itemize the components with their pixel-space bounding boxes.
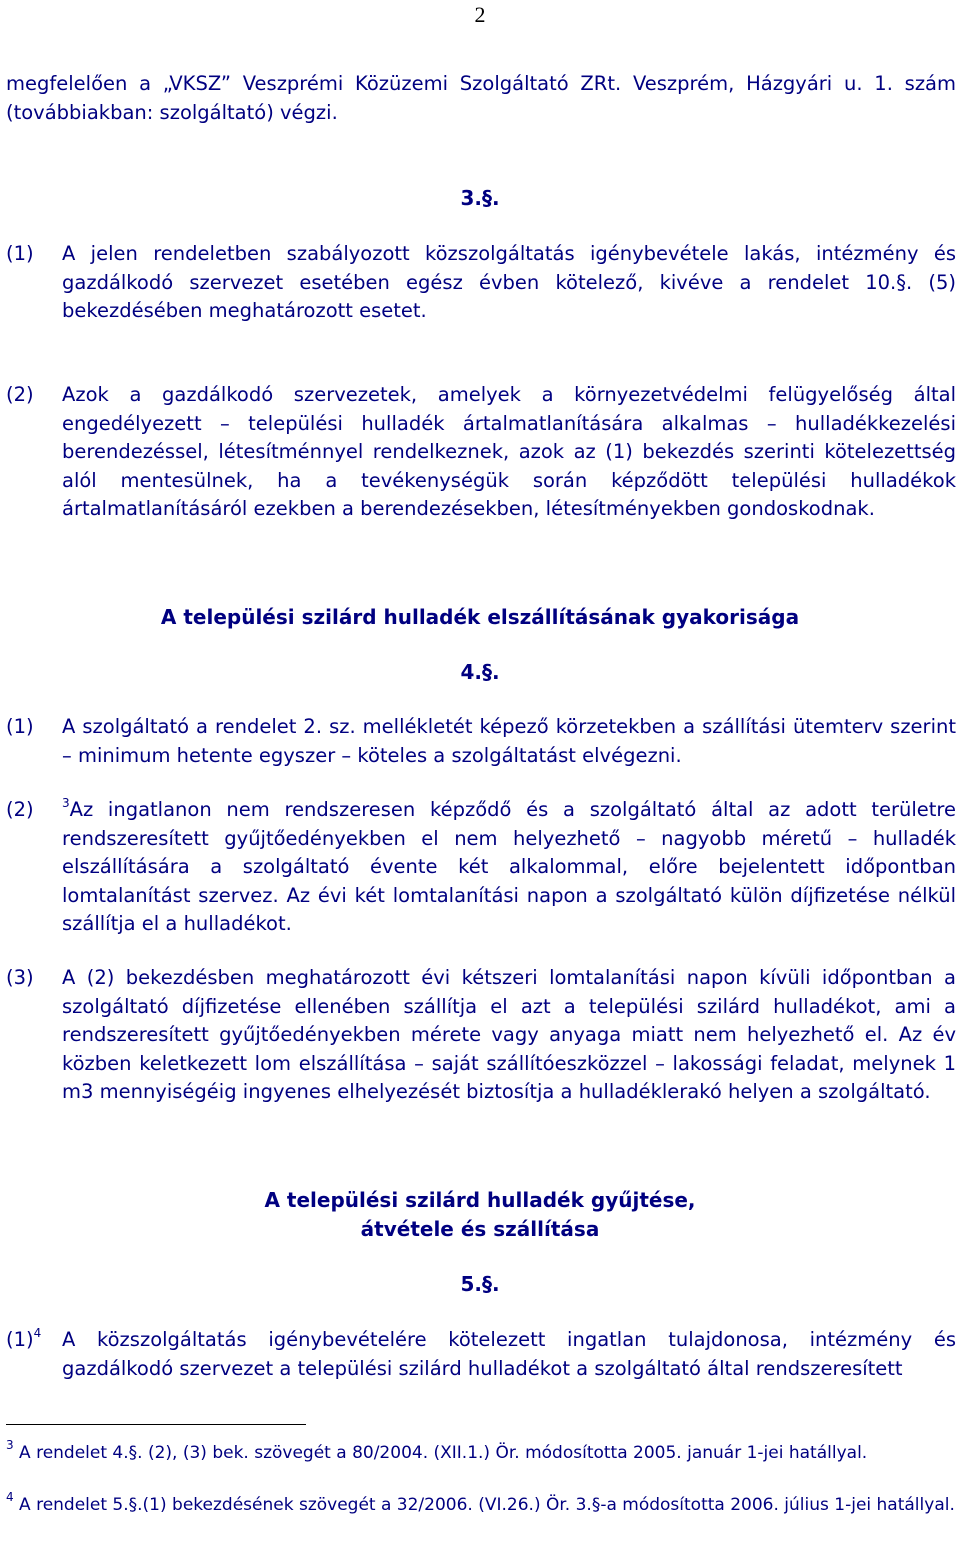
- section-5-title: 5.§.: [460, 1272, 500, 1296]
- footnote-3: [6, 1440, 956, 1466]
- heading-collection-line-1: A települési szilárd hulladék gyűjtése,: [264, 1188, 696, 1212]
- footnote-separator: [6, 1424, 306, 1425]
- paragraph-text: A közszolgáltatás igénybevételére kötelezett ingatlan tulajdonosa, intézmény és gazdálkodó szervezet a települési szilárd hulladékot a szolgáltató által rendszeresített: [62, 1328, 956, 1380]
- footnote-number: 3: [6, 1438, 14, 1452]
- footnote-ref: 4: [33, 1326, 42, 1340]
- heading-collection-line-2: átvétele és szállítása: [360, 1217, 600, 1241]
- section-5-paragraph-1: [6, 1326, 956, 1383]
- intro-paragraph: megfelelően a „VKSZ” Veszprémi Közüzemi Szolgáltató ZRt. Veszprém, Házgyári u. 1. szám (továbbiakban: szolgáltató) végzi.: [6, 72, 956, 124]
- section-3-title: 3.§.: [460, 186, 500, 210]
- footnote-text: A rendelet 5.§.(1) bekezdésének szövegét a 32/2006. (VI.26.) Ör. 3.§-a módosította 2006. július 1-jei hatállyal.: [19, 1495, 955, 1515]
- section-4-title: 4.§.: [460, 660, 500, 684]
- paragraph-text: Azok a gazdálkodó szervezetek, amelyek a környezetvédelmi felügyelőség által engedélyezett – települési hulladék ártalmatlanítására alkalmas – hulladékkezelési berendezéssel, létesítménnyel rendelkeznek, azok az (1) bekezdés szerinti kötelezettség alól mentesülnek, ha a tevékenységük során képződött települési hulladékok ártalmatlanításáról ezekben a berendezésekben, létesítményekben gondoskodnak.: [62, 383, 956, 520]
- paragraph-number: (1): [6, 715, 34, 738]
- heading-collection-frequency: A települési szilárd hulladék elszállításának gyakorisága: [160, 605, 800, 629]
- paragraph-number: (3): [6, 966, 34, 989]
- paragraph-number: [6, 1326, 41, 1355]
- footnote-ref: 3: [62, 796, 70, 810]
- section-4-paragraph-1: [6, 713, 956, 770]
- paragraph-text: A jelen rendeletben szabályozott közszolgáltatás igénybevétele lakás, intézmény és gazdálkodó szervezet esetében egész évben kötelező, kivéve a rendelet 10.§. (5) bekezdésében meghatározott esetet.: [62, 242, 956, 322]
- section-4-paragraph-3: [6, 964, 956, 1107]
- paragraph-number: (2): [6, 798, 34, 821]
- footnote-number: 4: [6, 1490, 14, 1504]
- footnote-4: [6, 1492, 956, 1518]
- footnote-text: A rendelet 4.§. (2), (3) bek. szövegét a 80/2004. (XII.1.) Ör. módosította 2005. január 1-jei hatállyal.: [19, 1443, 868, 1463]
- paragraph-text: A (2) bekezdésben meghatározott évi kétszeri lomtalanítási napon kívüli időpontban a szolgáltató díjfizetése ellenében szállítja el azt a települési szilárd hulladékot, ami a rendszeresített gyűjtőedényekben mérete vagy anyaga miatt nem helyezhető el. Az év közben keletkezett lom elszállítása – saját szállítóeszközzel – lakossági feladat, melynek 1 m3 mennyiségéig ingyenes elhelyezését biztosítja a hulladéklerakó helyen a szolgáltató.: [62, 966, 956, 1103]
- paragraph-number-text: (1): [6, 1328, 34, 1351]
- paragraph-number: (2): [6, 383, 34, 406]
- paragraph-text: A szolgáltató a rendelet 2. sz. mellékletét képező körzetekben a szállítási ütemterv szerint – minimum hetente egyszer – köteles a szolgáltatást elvégezni.: [62, 715, 956, 767]
- section-3-paragraph-1: [6, 240, 956, 326]
- section-4-paragraph-2: [6, 796, 956, 939]
- page-number: 2: [474, 2, 486, 27]
- paragraph-number: (1): [6, 242, 34, 265]
- paragraph-text: [62, 796, 956, 939]
- paragraph-body: Az ingatlanon nem rendszeresen képződő és a szolgáltató által az adott területre rendszeresített gyűjtőedényekben el nem helyezhető – nagyobb méretű – hulladék elszállítására a szolgáltató évente két alkalommal, előre bejelentett időpontban lomtalanítást szervez. Az évi két lomtalanítási napon a szolgáltató külön díjfizetése nélkül szállítja el a hulladékot.: [62, 798, 956, 935]
- section-3-paragraph-2: [6, 381, 956, 524]
